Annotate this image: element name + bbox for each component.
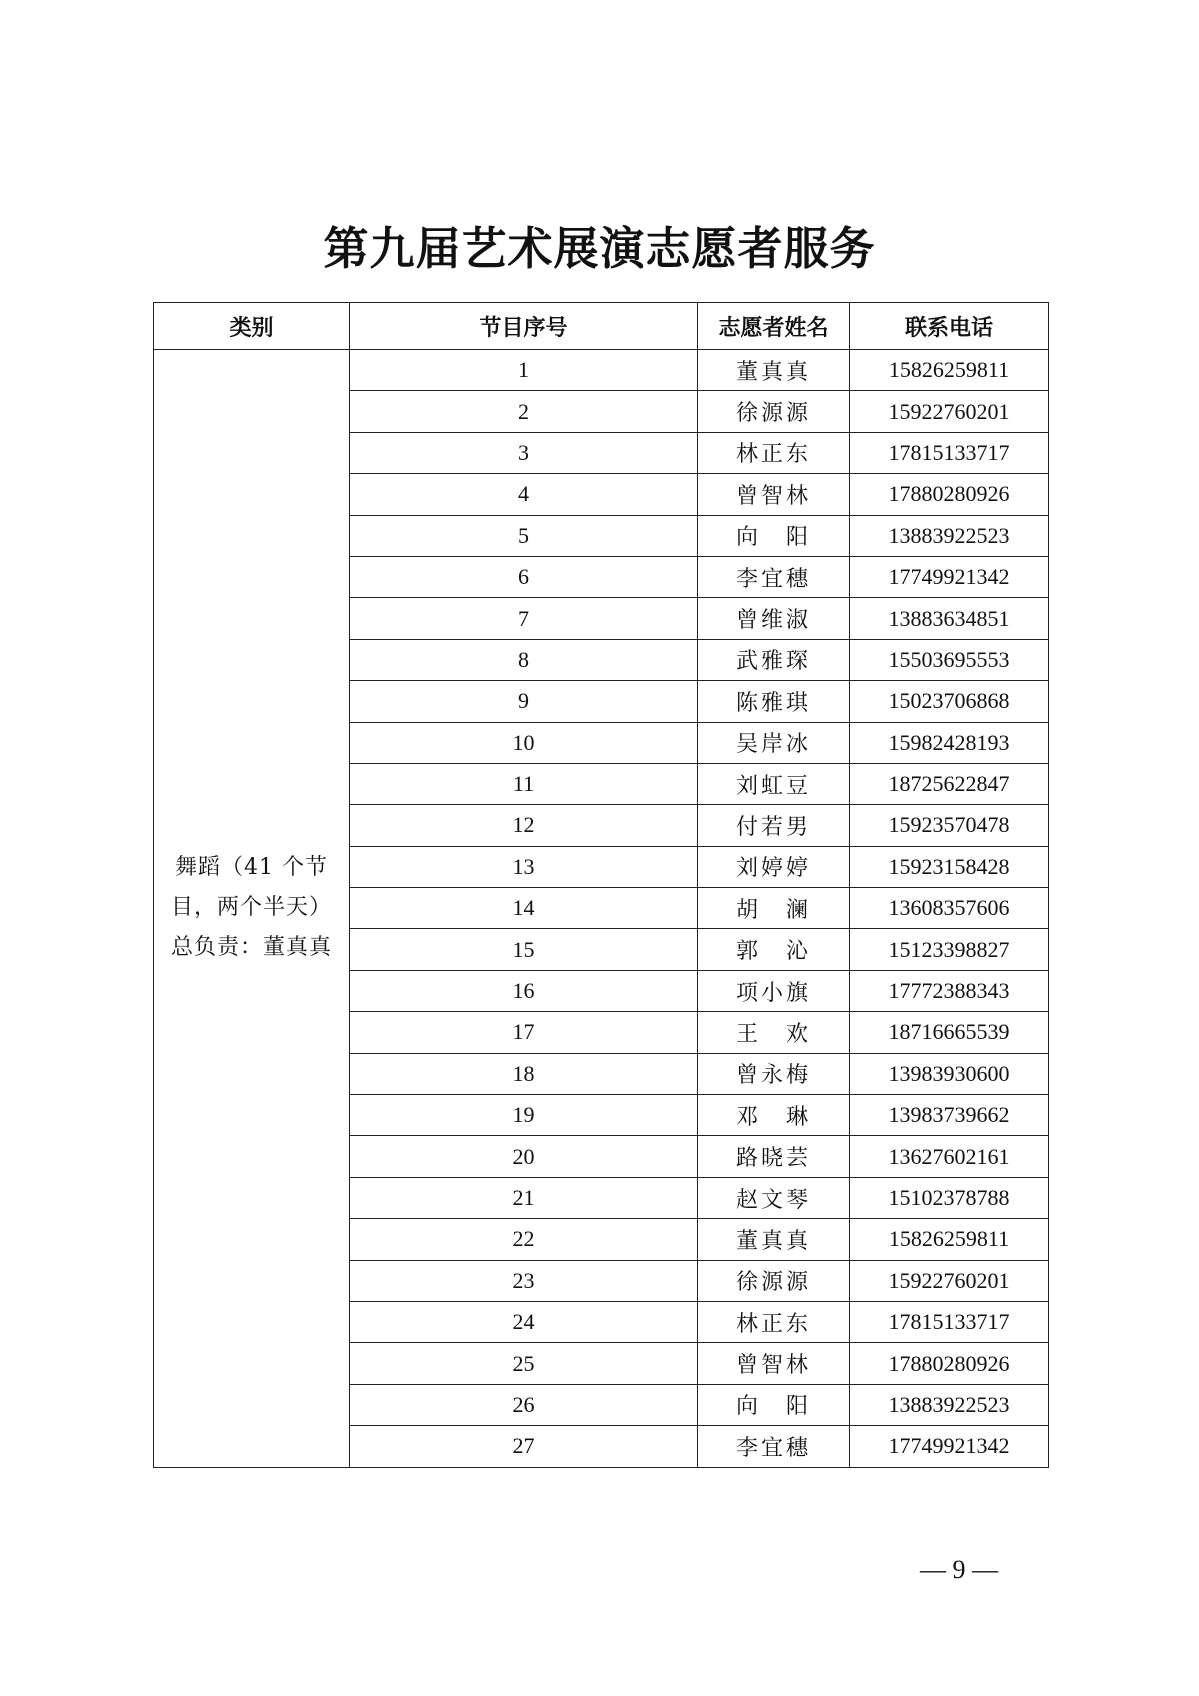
program-number-cell: 16 xyxy=(350,970,698,1011)
program-number-cell: 11 xyxy=(350,763,698,804)
program-number-cell: 10 xyxy=(350,722,698,763)
volunteer-name-cell: 曾智林 xyxy=(698,1343,850,1384)
program-number-cell: 22 xyxy=(350,1219,698,1260)
phone-cell: 13883922523 xyxy=(850,1384,1049,1425)
volunteer-name-cell: 向 阳 xyxy=(698,515,850,556)
phone-cell: 13627602161 xyxy=(850,1136,1049,1177)
program-number-cell: 3 xyxy=(350,432,698,473)
phone-cell: 15923570478 xyxy=(850,805,1049,846)
category-line: 目，两个半天） xyxy=(170,895,332,921)
program-number-cell: 1 xyxy=(350,350,698,391)
program-number-cell: 18 xyxy=(350,1053,698,1094)
program-number-cell: 27 xyxy=(350,1426,698,1467)
header-phone: 联系电话 xyxy=(850,303,1049,350)
phone-cell: 15826259811 xyxy=(850,350,1049,391)
volunteer-name-cell: 项小旗 xyxy=(698,970,850,1011)
phone-cell: 17880280926 xyxy=(850,1343,1049,1384)
header-program-number: 节目序号 xyxy=(350,303,698,350)
volunteer-name-cell: 曾维淑 xyxy=(698,598,850,639)
volunteer-name-cell: 刘虹豆 xyxy=(698,763,850,804)
volunteer-name-cell: 林正东 xyxy=(698,1301,850,1342)
phone-cell: 18725622847 xyxy=(850,763,1049,804)
phone-cell: 15923158428 xyxy=(850,846,1049,887)
phone-cell: 15503695553 xyxy=(850,639,1049,680)
volunteer-name-cell: 王 欢 xyxy=(698,1012,850,1053)
category-cell xyxy=(154,350,350,1468)
program-number-cell: 9 xyxy=(350,681,698,722)
program-number-cell: 26 xyxy=(350,1384,698,1425)
phone-cell: 17749921342 xyxy=(850,1426,1049,1467)
volunteer-name-cell: 吴岸冰 xyxy=(698,722,850,763)
phone-cell: 13883634851 xyxy=(850,598,1049,639)
volunteer-name-cell: 胡 澜 xyxy=(698,888,850,929)
program-number-cell: 15 xyxy=(350,929,698,970)
volunteer-name-cell: 邓 琳 xyxy=(698,1095,850,1136)
phone-cell: 13983739662 xyxy=(850,1095,1049,1136)
page-number: — 9 — xyxy=(920,1555,998,1584)
phone-cell: 15023706868 xyxy=(850,681,1049,722)
table-body xyxy=(154,350,1049,1468)
page-title: 第九届艺术展演志愿者服务 xyxy=(323,222,876,275)
program-number-cell: 5 xyxy=(350,515,698,556)
phone-cell: 15102378788 xyxy=(850,1177,1049,1218)
program-number-cell: 25 xyxy=(350,1343,698,1384)
volunteer-name-cell: 陈雅琪 xyxy=(698,681,850,722)
table-row xyxy=(154,350,1049,391)
volunteer-name-cell: 赵文琴 xyxy=(698,1177,850,1218)
volunteer-name-cell: 曾智林 xyxy=(698,474,850,515)
program-number-cell: 21 xyxy=(350,1177,698,1218)
volunteer-name-cell: 武雅琛 xyxy=(698,639,850,680)
program-number-cell: 14 xyxy=(350,888,698,929)
volunteer-name-cell: 付若男 xyxy=(698,805,850,846)
phone-cell: 13608357606 xyxy=(850,888,1049,929)
volunteer-name-cell: 李宜穗 xyxy=(698,1426,850,1467)
program-number-cell: 12 xyxy=(350,805,698,846)
volunteer-name-cell: 向 阳 xyxy=(698,1384,850,1425)
volunteer-name-cell: 徐源源 xyxy=(698,1260,850,1301)
volunteer-name-cell: 郭 沁 xyxy=(698,929,850,970)
program-number-cell: 8 xyxy=(350,639,698,680)
volunteer-name-cell: 林正东 xyxy=(698,432,850,473)
phone-cell: 17772388343 xyxy=(850,970,1049,1011)
phone-cell: 17749921342 xyxy=(850,556,1049,597)
category-line: 舞蹈（41 个节 xyxy=(175,855,328,881)
volunteer-name-cell: 董真真 xyxy=(698,350,850,391)
volunteer-name-cell: 董真真 xyxy=(698,1219,850,1260)
volunteer-table xyxy=(153,302,1049,1468)
program-number-cell: 23 xyxy=(350,1260,698,1301)
program-number-cell: 4 xyxy=(350,474,698,515)
volunteer-name-cell: 路晓芸 xyxy=(698,1136,850,1177)
program-number-cell: 24 xyxy=(350,1301,698,1342)
phone-cell: 15922760201 xyxy=(850,391,1049,432)
phone-cell: 17815133717 xyxy=(850,1301,1049,1342)
program-number-cell: 7 xyxy=(350,598,698,639)
category-line: 总负责：董真真 xyxy=(170,935,332,961)
phone-cell: 15982428193 xyxy=(850,722,1049,763)
phone-cell: 15826259811 xyxy=(850,1219,1049,1260)
phone-cell: 17880280926 xyxy=(850,474,1049,515)
table-header-row xyxy=(154,303,1049,350)
program-number-cell: 6 xyxy=(350,556,698,597)
header-category: 类别 xyxy=(154,303,350,350)
program-number-cell: 2 xyxy=(350,391,698,432)
program-number-cell: 20 xyxy=(350,1136,698,1177)
program-number-cell: 17 xyxy=(350,1012,698,1053)
phone-cell: 13883922523 xyxy=(850,515,1049,556)
volunteer-name-cell: 刘婷婷 xyxy=(698,846,850,887)
phone-cell: 15922760201 xyxy=(850,1260,1049,1301)
phone-cell: 18716665539 xyxy=(850,1012,1049,1053)
program-number-cell: 19 xyxy=(350,1095,698,1136)
volunteer-name-cell: 徐源源 xyxy=(698,391,850,432)
phone-cell: 13983930600 xyxy=(850,1053,1049,1094)
volunteer-name-cell: 李宜穗 xyxy=(698,556,850,597)
phone-cell: 17815133717 xyxy=(850,432,1049,473)
header-volunteer-name: 志愿者姓名 xyxy=(698,303,850,350)
volunteer-name-cell: 曾永梅 xyxy=(698,1053,850,1094)
program-number-cell: 13 xyxy=(350,846,698,887)
phone-cell: 15123398827 xyxy=(850,929,1049,970)
